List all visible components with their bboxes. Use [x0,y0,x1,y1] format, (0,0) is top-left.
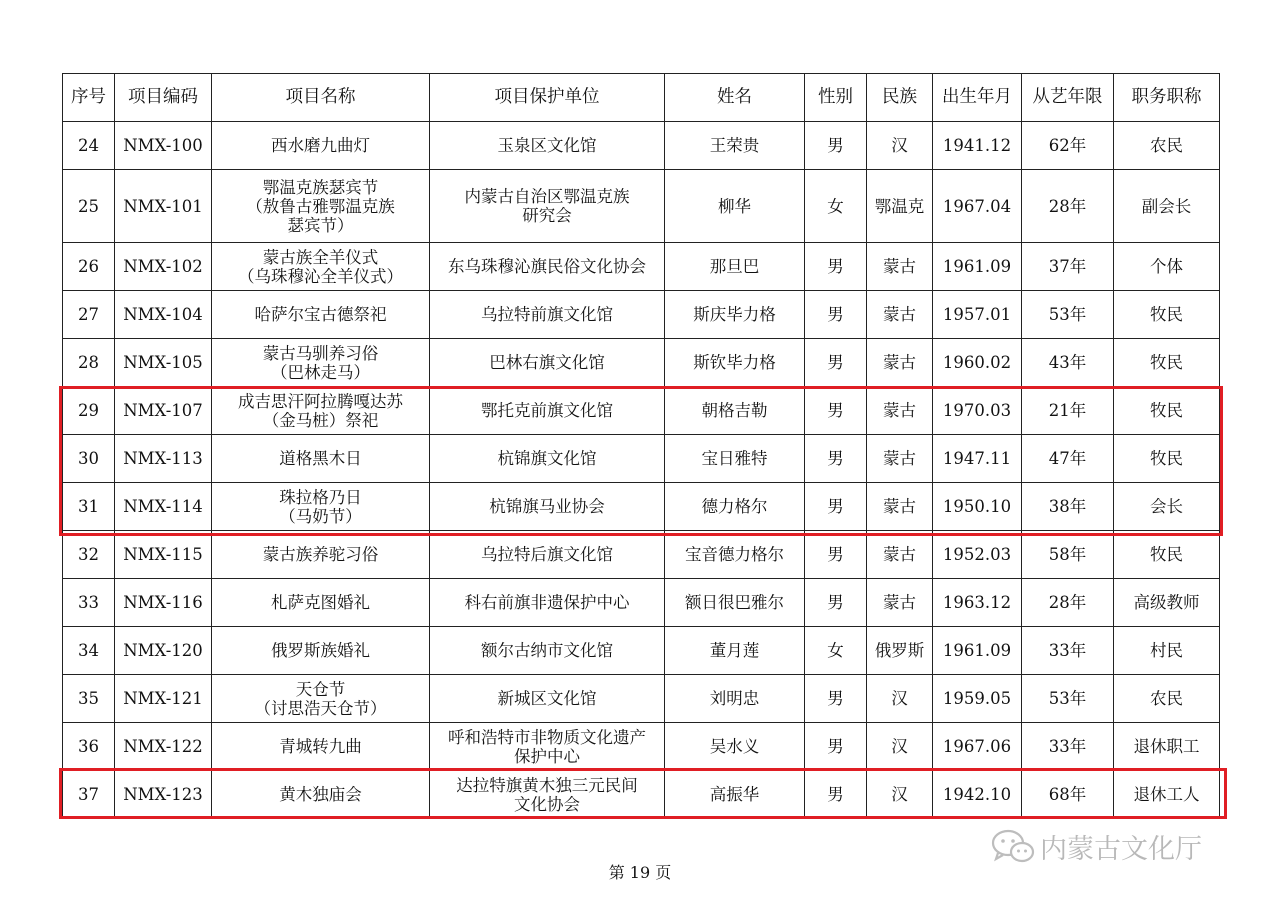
cell-ethnicity: 蒙古 [867,531,933,579]
cell-title: 村民 [1114,627,1220,675]
cell-gender: 男 [805,579,867,627]
cell-gender: 女 [805,627,867,675]
cell-years: 38年 [1022,483,1114,531]
cell-gender: 男 [805,531,867,579]
cell-no: 33 [63,579,115,627]
cell-years: 33年 [1022,627,1114,675]
cell-years: 28年 [1022,579,1114,627]
cell-birth: 1941.12 [933,122,1022,170]
cell-name [212,243,430,291]
cell-ethnicity: 蒙古 [867,435,933,483]
watermark [990,827,1202,866]
cell-unit [430,243,665,291]
cell-person: 高振华 [665,771,805,819]
inheritor-table [62,73,1220,819]
cell-ethnicity: 蒙古 [867,483,933,531]
cell-name [212,339,430,387]
cell-unit [430,339,665,387]
wechat-icon [990,828,1036,866]
cell-line: 俄罗斯族婚礼 [271,641,370,660]
cell-no: 32 [63,531,115,579]
cell-line: 珠拉格乃日 [279,487,362,507]
cell-gender: 男 [805,435,867,483]
cell-person: 宝音德力格尔 [665,531,805,579]
cell-name [212,291,430,339]
cell-code: NMX-100 [115,122,212,170]
header-ethnicity: 民族 [867,74,933,122]
table-row [63,723,1220,771]
cell-line: 保护中心 [514,746,580,766]
cell-title: 个体 [1114,243,1220,291]
cell-years: 37年 [1022,243,1114,291]
cell-gender: 男 [805,387,867,435]
cell-unit [430,723,665,771]
cell-birth: 1963.12 [933,579,1022,627]
cell-code: NMX-107 [115,387,212,435]
cell-years: 58年 [1022,531,1114,579]
cell-name [212,723,430,771]
cell-ethnicity: 蒙古 [867,291,933,339]
cell-no: 24 [63,122,115,170]
cell-years: 21年 [1022,387,1114,435]
cell-line: 成吉思汗阿拉腾嘎达苏 [238,391,403,411]
cell-years: 47年 [1022,435,1114,483]
cell-gender: 男 [805,291,867,339]
cell-birth: 1967.04 [933,170,1022,243]
cell-no: 37 [63,771,115,819]
cell-gender: 男 [805,122,867,170]
cell-line: 青城转九曲 [279,737,362,756]
cell-unit [430,675,665,723]
cell-line: （金马桩）祭祀 [262,410,379,430]
table-row [63,435,1220,483]
cell-line: （讨思浩天仓节） [254,698,387,718]
cell-code: NMX-115 [115,531,212,579]
cell-gender: 女 [805,170,867,243]
cell-name [212,675,430,723]
cell-line: 新城区文化馆 [497,689,597,708]
cell-line: 呼和浩特市非物质文化遗产 [448,727,646,747]
cell-line: 研究会 [522,206,572,225]
watermark-text: 内蒙古文化厅 [1040,834,1202,865]
cell-unit [430,122,665,170]
cell-no: 31 [63,483,115,531]
table-header-row [63,74,1220,122]
table-row [63,122,1220,170]
cell-no: 25 [63,170,115,243]
cell-birth: 1961.09 [933,627,1022,675]
cell-line: 巴林右旗文化馆 [489,353,605,372]
cell-birth: 1950.10 [933,483,1022,531]
cell-ethnicity: 汉 [867,771,933,819]
cell-title: 高级教师 [1114,579,1220,627]
cell-name [212,627,430,675]
cell-gender: 男 [805,243,867,291]
cell-name [212,387,430,435]
cell-code: NMX-123 [115,771,212,819]
cell-code: NMX-122 [115,723,212,771]
cell-line: 文化协会 [514,794,580,814]
cell-title: 牧民 [1114,291,1220,339]
cell-years: 53年 [1022,291,1114,339]
cell-person: 吴水义 [665,723,805,771]
cell-line: 瑟宾节） [287,215,354,235]
cell-ethnicity: 鄂温克 [867,170,933,243]
cell-line: （乌珠穆沁全羊仪式） [238,266,403,286]
cell-gender: 男 [805,339,867,387]
cell-line: 鄂温克族瑟宾节 [262,177,379,197]
cell-ethnicity: 汉 [867,122,933,170]
cell-title: 会长 [1114,483,1220,531]
header-birth: 出生年月 [933,74,1022,122]
cell-code: NMX-105 [115,339,212,387]
table-row [63,771,1220,819]
cell-no: 29 [63,387,115,435]
cell-person: 斯钦毕力格 [665,339,805,387]
page-number: 第 19 页 [608,863,672,882]
cell-line: 蒙古马驯养习俗 [262,343,379,363]
cell-title: 牧民 [1114,435,1220,483]
cell-birth: 1942.10 [933,771,1022,819]
cell-birth: 1957.01 [933,291,1022,339]
cell-gender: 男 [805,723,867,771]
cell-no: 27 [63,291,115,339]
cell-line: 哈萨尔宝古德祭祀 [254,305,387,324]
cell-ethnicity: 蒙古 [867,339,933,387]
cell-ethnicity: 俄罗斯 [867,627,933,675]
cell-unit [430,170,665,243]
cell-no: 34 [63,627,115,675]
cell-line: 道格黑木日 [279,449,362,468]
table-row [63,291,1220,339]
cell-years: 43年 [1022,339,1114,387]
cell-birth: 1970.03 [933,387,1022,435]
cell-title: 牧民 [1114,339,1220,387]
cell-line: （马奶节） [279,506,362,526]
cell-title: 退休工人 [1114,771,1220,819]
cell-name [212,771,430,819]
cell-unit [430,435,665,483]
table-row [63,339,1220,387]
header-name: 项目名称 [212,74,430,122]
table-row [63,243,1220,291]
cell-ethnicity: 蒙古 [867,243,933,291]
cell-title: 牧民 [1114,531,1220,579]
cell-unit [430,579,665,627]
cell-person: 柳华 [665,170,805,243]
header-title: 职务职称 [1114,74,1220,122]
cell-years: 68年 [1022,771,1114,819]
cell-ethnicity: 蒙古 [867,387,933,435]
cell-years: 62年 [1022,122,1114,170]
header-unit: 项目保护单位 [430,74,665,122]
cell-gender: 男 [805,771,867,819]
cell-unit [430,771,665,819]
cell-line: 蒙古族全羊仪式 [262,247,379,267]
cell-name [212,483,430,531]
cell-no: 28 [63,339,115,387]
cell-name [212,170,430,243]
cell-code: NMX-120 [115,627,212,675]
cell-no: 26 [63,243,115,291]
cell-line: 乌拉特后旗文化馆 [481,545,613,564]
cell-person: 刘明忠 [665,675,805,723]
cell-title: 牧民 [1114,387,1220,435]
cell-line: 天仓节 [295,679,346,699]
cell-title: 副会长 [1114,170,1220,243]
cell-line: 达拉特旗黄木独三元民间 [456,775,638,795]
cell-person: 宝日雅特 [665,435,805,483]
cell-years: 33年 [1022,723,1114,771]
cell-name [212,122,430,170]
cell-line: 杭锦旗马业协会 [489,497,605,516]
table-row [63,675,1220,723]
cell-title: 农民 [1114,675,1220,723]
cell-birth: 1960.02 [933,339,1022,387]
cell-name [212,579,430,627]
cell-no: 35 [63,675,115,723]
cell-gender: 男 [805,483,867,531]
header-years: 从艺年限 [1022,74,1114,122]
cell-unit [430,627,665,675]
cell-line: 鄂托克前旗文化馆 [481,401,613,420]
cell-name [212,531,430,579]
cell-code: NMX-113 [115,435,212,483]
table-row [63,483,1220,531]
cell-line: 黄木独庙会 [279,785,362,804]
cell-code: NMX-121 [115,675,212,723]
cell-line: 蒙古族养驼习俗 [262,545,379,564]
cell-no: 30 [63,435,115,483]
cell-name [212,435,430,483]
cell-birth: 1952.03 [933,531,1022,579]
cell-line: 东乌珠穆沁旗民俗文化协会 [448,257,646,276]
cell-line: 西水磨九曲灯 [271,136,370,155]
cell-code: NMX-116 [115,579,212,627]
cell-line: 乌拉特前旗文化馆 [481,305,613,324]
cell-unit [430,387,665,435]
cell-line: 玉泉区文化馆 [497,136,597,155]
cell-person: 那旦巴 [665,243,805,291]
cell-birth: 1959.05 [933,675,1022,723]
cell-line: 札萨克图婚礼 [271,593,370,612]
header-person: 姓名 [665,74,805,122]
cell-gender: 男 [805,675,867,723]
cell-person: 董月莲 [665,627,805,675]
table-row [63,579,1220,627]
header-gender: 性别 [805,74,867,122]
header-no: 序号 [63,74,115,122]
table-row [63,627,1220,675]
cell-code: NMX-101 [115,170,212,243]
table-row [63,531,1220,579]
cell-birth: 1961.09 [933,243,1022,291]
cell-title: 退休职工 [1114,723,1220,771]
cell-line: 额尔古纳市文化馆 [481,641,613,660]
cell-title: 农民 [1114,122,1220,170]
cell-person: 王荣贵 [665,122,805,170]
cell-person: 斯庆毕力格 [665,291,805,339]
table-row [63,387,1220,435]
cell-person: 额日很巴雅尔 [665,579,805,627]
header-code: 项目编码 [115,74,212,122]
cell-code: NMX-104 [115,291,212,339]
cell-unit [430,483,665,531]
cell-birth: 1967.06 [933,723,1022,771]
cell-code: NMX-102 [115,243,212,291]
cell-line: 杭锦旗文化馆 [497,449,597,468]
cell-line: 科右前旗非遗保护中心 [464,593,630,612]
cell-no: 36 [63,723,115,771]
cell-years: 28年 [1022,170,1114,243]
cell-ethnicity: 汉 [867,675,933,723]
cell-unit [430,531,665,579]
cell-code: NMX-114 [115,483,212,531]
cell-person: 朝格吉勒 [665,387,805,435]
cell-ethnicity: 汉 [867,723,933,771]
cell-ethnicity: 蒙古 [867,579,933,627]
cell-unit [430,291,665,339]
cell-person: 德力格尔 [665,483,805,531]
table-body [63,122,1220,819]
cell-years: 53年 [1022,675,1114,723]
cell-birth: 1947.11 [933,435,1022,483]
cell-line: （巴林走马） [271,362,370,382]
table-row [63,170,1220,243]
cell-line: （敖鲁古雅鄂温克族 [246,196,395,216]
cell-line: 内蒙古自治区鄂温克族 [464,187,630,206]
